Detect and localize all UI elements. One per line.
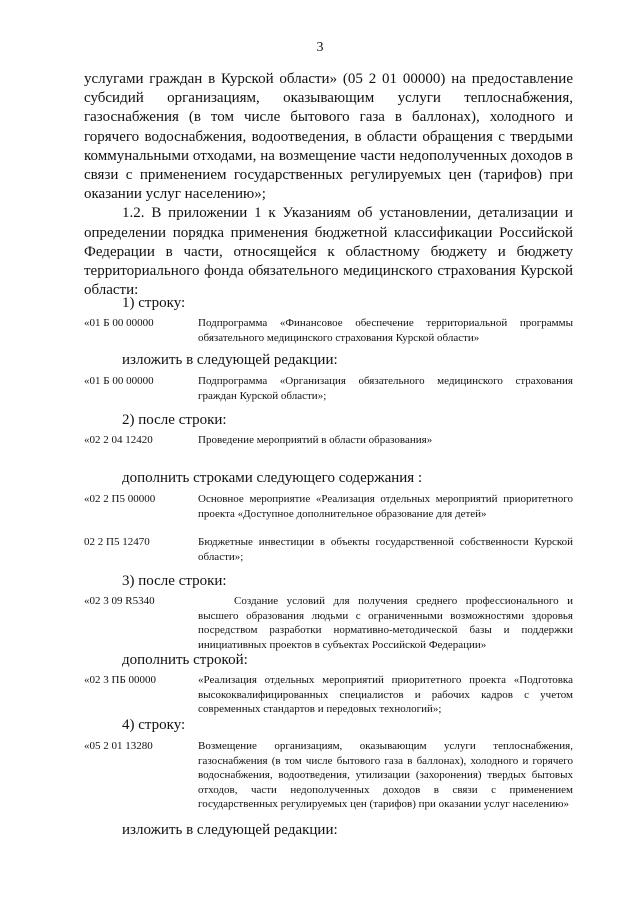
- section-heading-3: 2) после строки:: [122, 412, 227, 428]
- budget-entry-4: [84, 492, 573, 521]
- section-heading-2: изложить в следующей редакции:: [122, 352, 338, 368]
- budget-code: «01 Б 00 00000: [84, 317, 154, 329]
- section-heading-7: 4) строку:: [122, 717, 186, 733]
- budget-entry-3: [84, 433, 573, 448]
- intro-paragraph-1: услугами граждан в Курской области» (05 2 01 00000) на предоставление субсидий организациям, оказывающим услуги теплоснабжения, газоснабжения (в том числе бытового газа в баллонах), холодного и горячего водоснабжения, водоотведения, в области обращения с твердыми коммунальными отходами, на возмещение части недополученных доходов в связи с применением государственных регулируемых цен (тарифов) при оказании услуг населению»;: [84, 71, 573, 203]
- budget-description: Проведение мероприятий в области образования»: [198, 434, 433, 446]
- budget-entry-6: [84, 594, 573, 652]
- budget-code: «02 2 П5 00000: [84, 493, 156, 505]
- budget-entry-2: [84, 374, 573, 403]
- budget-code: «05 2 01 13280: [84, 740, 153, 752]
- budget-code: 02 2 П5 12470: [84, 536, 150, 548]
- budget-entry-8: [84, 739, 573, 812]
- budget-description: Подпрограмма «Организация обязательного медицинского страхования граждан Курской области»;: [198, 375, 573, 402]
- budget-description: Бюджетные инвестиции в объекты государственной собственности Курской области»;: [198, 536, 573, 563]
- intro-paragraph-2: 1.2. В приложении 1 к Указаниям об установлении, детализации и определении порядка применения бюджетной классификации Российской Федерации в части, относящейся к областному бюджету и бюджету территориального фонда обязательного медицинского страхования Курской области:: [84, 205, 573, 299]
- budget-entry-5: [84, 535, 573, 564]
- section-heading-6: дополнить строкой:: [122, 652, 248, 668]
- budget-description: Возмещение организациям, оказывающим услуги теплоснабжения, газоснабжения (в том числе бытового газа в баллонах), холодного и горячего водоснабжения, водоотведения, утилизации (захоронения) твердых бытовых отходов, части недополученных доходов в связи с применением государственных регулируемых цен (тарифов) при оказании услуг населению»: [198, 740, 573, 811]
- budget-code: «02 3 ПБ 00000: [84, 674, 157, 686]
- budget-code: «02 3 09 R5340: [84, 595, 155, 607]
- section-heading-1: 1) строку:: [122, 295, 186, 311]
- budget-code: «01 Б 00 00000: [84, 375, 154, 387]
- section-heading-5: 3) после строки:: [122, 573, 227, 589]
- budget-description: Создание условий для получения среднего профессионального и высшего образования людьми с ограниченными возможностями здоровья посредством разработки нормативно-методической базы и поддержки инициативных проектов в субъектах Российской Федерации»: [198, 595, 573, 651]
- budget-description: Подпрограмма «Финансовое обеспечение территориальной программы обязательного медицинского страхования Курской области»: [198, 317, 573, 344]
- budget-entry-1: [84, 316, 573, 345]
- section-heading-8: изложить в следующей редакции:: [122, 822, 338, 838]
- section-heading-4: дополнить строками следующего содержания :: [122, 470, 423, 486]
- budget-entry-7: [84, 673, 573, 717]
- page-number: 3: [316, 40, 324, 55]
- budget-description: «Реализация отдельных мероприятий приоритетного проекта «Подготовка высококвалифицированных специалистов и рабочих кадров с учетом современных стандартов и передовых технологий»;: [198, 674, 573, 716]
- intro-text: [84, 70, 573, 300]
- budget-description: Основное мероприятие «Реализация отдельных мероприятий приоритетного проекта «Доступное дополнительное образование для детей»: [198, 493, 573, 520]
- budget-code: «02 2 04 12420: [84, 434, 153, 446]
